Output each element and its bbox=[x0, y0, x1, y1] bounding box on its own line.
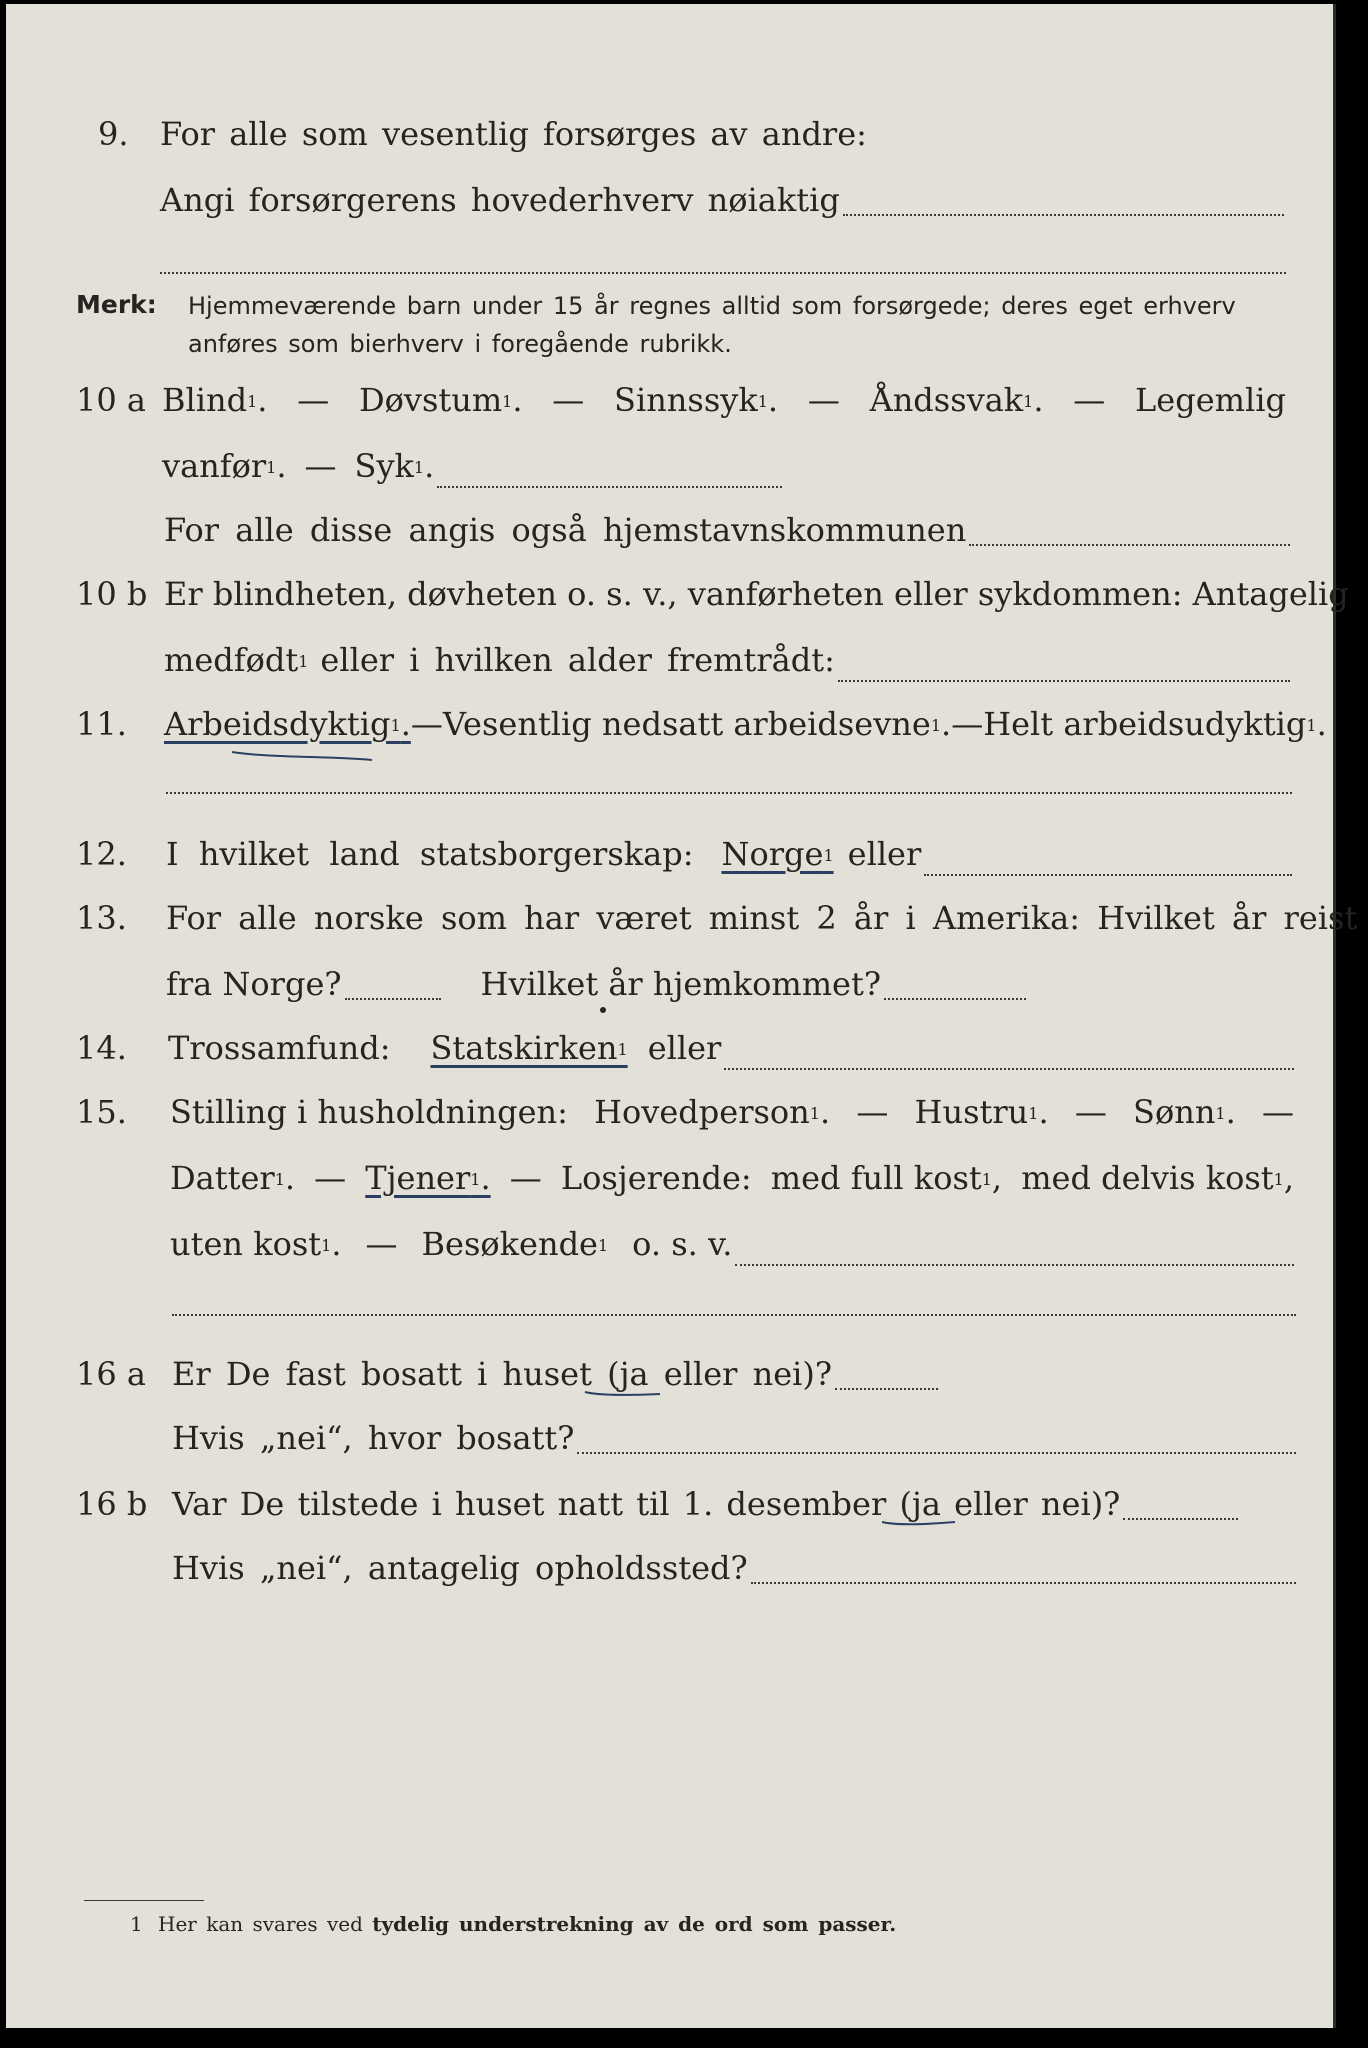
q11-line1: 11. Arbeidsdyktig$^1$. — Vesentlig nedsatt arbeidsevne$^1$. — Helt arbeidsudyktig$^1$. bbox=[0, 694, 1368, 754]
q15-stilling-label: Stilling i husholdningen: bbox=[170, 1093, 568, 1131]
ink-underline-arbeidsdyktig bbox=[232, 752, 372, 760]
q15-line3: uten kost$^1$. — Besøkende$^1$ o. s. v. bbox=[0, 1214, 1368, 1274]
q10a-line1: 10 a Blind$^1$. — Døvstum$^1$. — Sinnssyk$^1$. — Åndssvak$^1$. — Legemlig bbox=[0, 370, 1368, 430]
option-vanfor: vanfør$^1$. bbox=[162, 447, 287, 485]
merk-note-line2: anføres som bierhverv i foregående rubrikk. bbox=[188, 330, 732, 358]
q16a-text: Er De fast bosatt i huset (ja eller nei)? bbox=[172, 1355, 833, 1393]
q15-line2: Datter$^1$. — Tjener$^1$. — Losjerende: med full kost$^1$, med delvis kost$^1$, bbox=[0, 1148, 1368, 1208]
option-uten-kost: uten kost$^1$. bbox=[170, 1225, 342, 1263]
option-statskirken: Statskirken$^1$ bbox=[430, 1029, 628, 1067]
q10b-text: Er blindheten, døvheten o. s. v., vanførheten eller sykdommen: Antagelig bbox=[164, 575, 1349, 613]
q10b-number: 10 b bbox=[76, 575, 148, 613]
ink-underline-ja-16b bbox=[882, 1522, 955, 1524]
footnote-mark: 1 bbox=[130, 1912, 143, 1936]
ink-underline-ja-16a bbox=[585, 1392, 660, 1395]
option-legemlig: Legemlig bbox=[1135, 381, 1286, 419]
q10a-line2: vanfør$^1$. — Syk$^1$. bbox=[0, 436, 1368, 496]
option-udyktig: Helt arbeidsudyktig$^1$. bbox=[983, 705, 1327, 743]
option-tjener: Tjener$^1$. bbox=[365, 1159, 491, 1197]
q16a-hvor-label: Hvis „nei“, hvor bosatt? bbox=[172, 1419, 575, 1457]
ink-dot bbox=[600, 1007, 606, 1013]
option-datter: Datter$^1$. bbox=[170, 1159, 296, 1197]
q16b-text: Var De tilstede i huset natt til 1. desember (ja eller nei)? bbox=[172, 1485, 1121, 1523]
footnote-text: Her kan svares ved tydelig understrekning av de ord som passer. bbox=[158, 1912, 897, 1936]
option-arbeidsdyktig: Arbeidsdyktig$^1$. bbox=[164, 705, 411, 743]
option-andssvak: Åndssvak$^1$. bbox=[869, 381, 1044, 419]
q13-fra-label: fra Norge? bbox=[166, 965, 342, 1003]
option-dovstum: Døvstum$^1$. bbox=[358, 381, 523, 419]
q15-losjerende-label: Losjerende: bbox=[560, 1159, 752, 1197]
q16a-number: 16 a bbox=[76, 1355, 146, 1393]
option-besokende: Besøkende$^1$ bbox=[421, 1225, 609, 1263]
q9-number: 9. bbox=[98, 115, 129, 153]
option-nedsatt: Vesentlig nedsatt arbeidsevne$^1$. bbox=[442, 705, 952, 743]
q12-line1: 12. I hvilket land statsborgerskap: Norge$^1$ eller bbox=[0, 824, 1368, 884]
q10b-line2: medfødt$^1$ eller i hvilken alder fremtrådt: bbox=[0, 630, 1368, 690]
q13-number: 13. bbox=[76, 899, 127, 937]
option-hovedperson: Hovedperson$^1$. bbox=[594, 1093, 831, 1131]
q12-number: 12. bbox=[76, 835, 127, 873]
option-norge: Norge$^1$ bbox=[721, 835, 834, 873]
q9-text: For alle som vesentlig forsørges av andre: bbox=[160, 115, 867, 153]
merk-note-line1: Hjemmeværende barn under 15 år regnes alltid som forsørgede; deres eget erhverv bbox=[188, 292, 1236, 320]
q15-number: 15. bbox=[76, 1093, 127, 1131]
q16b-opholdssted-label: Hvis „nei“, antagelig opholdssted? bbox=[172, 1549, 748, 1587]
q14-text: Trossamfund: bbox=[168, 1029, 391, 1067]
option-hustru: Hustru$^1$. bbox=[914, 1093, 1049, 1131]
option-blind: Blind$^1$. bbox=[162, 381, 268, 419]
q16b-number: 16 b bbox=[76, 1485, 148, 1523]
q14-line1: 14. Trossamfund: Statskirken$^1$ eller bbox=[0, 1018, 1368, 1078]
q13-hjem-label: Hvilket år hjemkommet? bbox=[480, 965, 881, 1003]
option-sinnssyk: Sinnssyk$^1$. bbox=[614, 381, 779, 419]
q11-number: 11. bbox=[76, 705, 127, 743]
option-sonn: Sønn$^1$. bbox=[1133, 1093, 1236, 1131]
q15-line1: 15. Stilling i husholdningen: Hovedperson$^1$. — Hustru$^1$. — Sønn$^1$. — bbox=[0, 1082, 1368, 1142]
q13-text: For alle norske som har været minst 2 år i Amerika: Hvilket år reist bbox=[166, 899, 1358, 937]
merk-label: Merk: bbox=[76, 290, 157, 319]
footnote-rule bbox=[84, 1900, 204, 1901]
option-medfodt: medfødt$^1$ bbox=[164, 641, 309, 679]
q9-hovederhverv-label: Angi forsørgerens hovederhverv nøiaktig bbox=[160, 181, 840, 219]
q12-text: I hvilket land statsborgerskap: bbox=[166, 835, 694, 873]
option-full-kost: med full kost$^1$, bbox=[770, 1159, 1003, 1197]
q14-number: 14. bbox=[76, 1029, 127, 1067]
option-syk: Syk$^1$. bbox=[354, 447, 435, 485]
q10a-hjemstavn-label: For alle disse angis også hjemstavnskommunen bbox=[164, 511, 967, 549]
q10a-number: 10 a bbox=[76, 381, 146, 419]
option-delvis-kost: med delvis kost$^1$, bbox=[1021, 1159, 1294, 1197]
